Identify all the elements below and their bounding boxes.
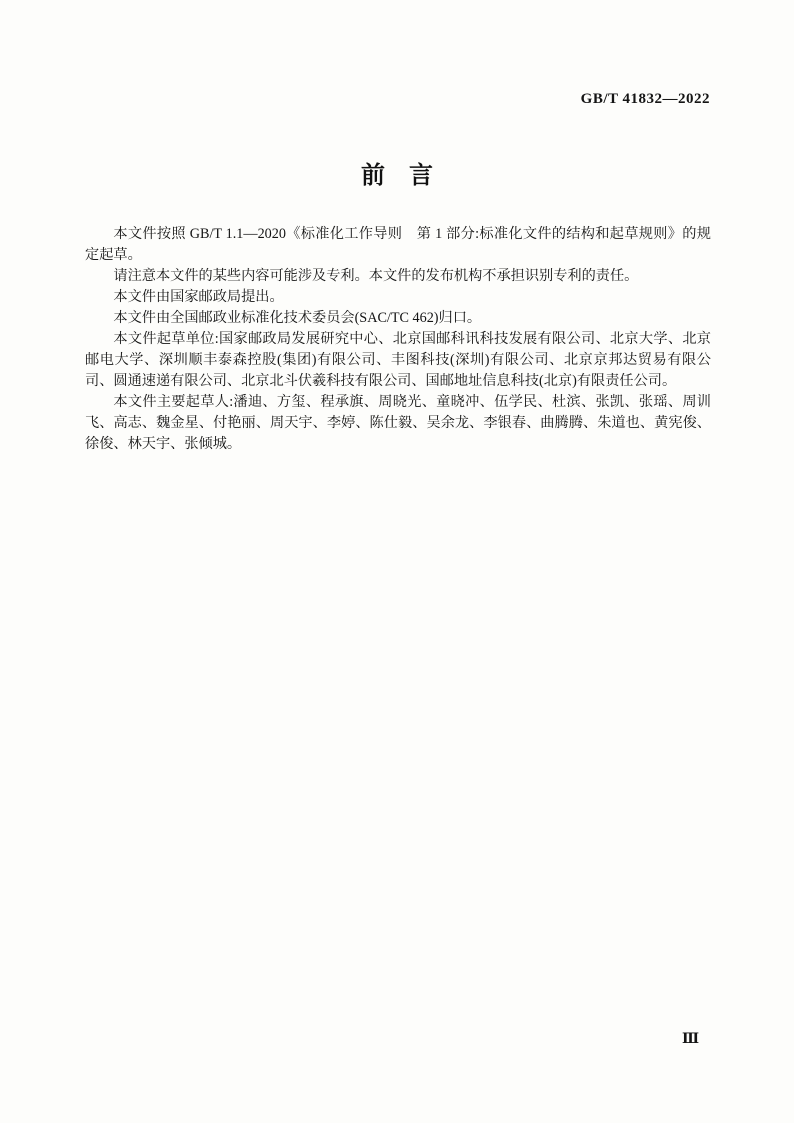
paragraph-committee: 本文件由全国邮政业标准化技术委员会(SAC/TC 462)归口。 bbox=[113, 310, 482, 326]
paragraph-proposed-by: 本文件由国家邮政局提出。 bbox=[113, 289, 284, 305]
paragraph-patent-notice: 请注意本文件的某些内容可能涉及专利。本文件的发布机构不承担识别专利的责任。 bbox=[113, 268, 639, 284]
foreword-body bbox=[85, 224, 711, 455]
paragraph-drafting-rules: 本文件按照 GB/T 1.1—2020《标准化工作导则 第 1 部分:标准化文件的结构和起草规则》的规定起草。 bbox=[85, 226, 711, 263]
page-title: 前 言 bbox=[361, 162, 433, 189]
page-number: Ⅲ bbox=[682, 1032, 700, 1047]
paragraph-drafting-organizations: 本文件起草单位:国家邮政局发展研究中心、北京国邮科讯科技发展有限公司、北京大学、北京邮电大学、深圳顺丰泰森控股(集团)有限公司、丰图科技(深圳)有限公司、北京京邦达贸易有限公司、圆通速递有限公司、北京北斗伏羲科技有限公司、国邮地址信息科技(北京)有限责任公司。 bbox=[85, 331, 711, 389]
paragraph-main-drafters: 本文件主要起草人:潘迪、方玺、程承旗、周晓光、童晓冲、伍学民、杜滨、张凯、张瑶、周训飞、高志、魏金星、付艳丽、周天宇、李婷、陈仕毅、吴余龙、李银春、曲腾腾、朱道也、黄宪俊、徐俊、林天宇、张倾城。 bbox=[85, 394, 711, 452]
standard-number: GB/T 41832—2022 bbox=[580, 91, 710, 107]
